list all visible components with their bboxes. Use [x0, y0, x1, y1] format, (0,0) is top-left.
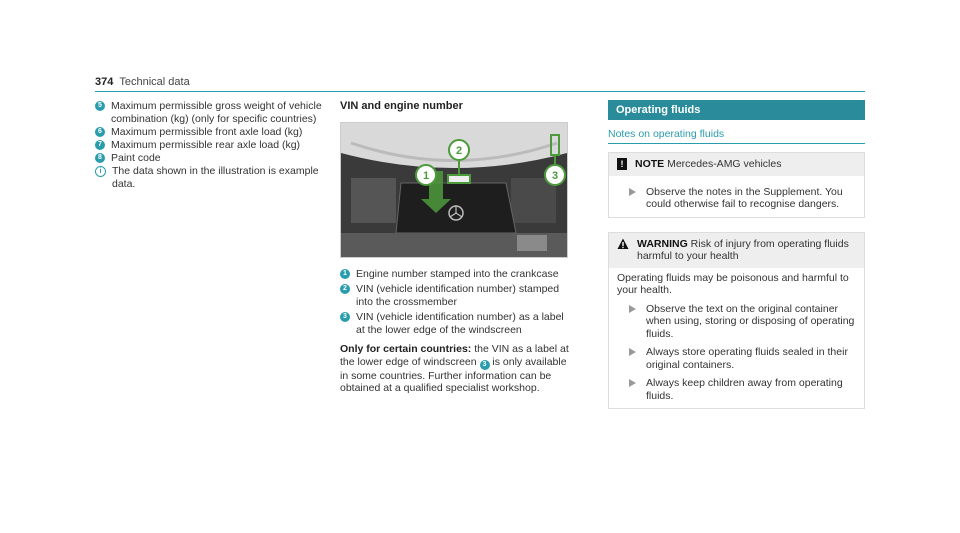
paragraph-lead: Only for certain countries: — [340, 343, 472, 355]
bullet-item — [617, 377, 856, 402]
note-box-body — [609, 176, 864, 217]
legend-text: Maximum permissible rear axle load (kg) — [111, 139, 301, 151]
section-banner: Operating fluids — [608, 100, 865, 120]
paragraph-text-2: is only available in some countries. Further information can be obtained at a qualified specialist workshop. — [340, 355, 567, 394]
bullet-item — [617, 303, 856, 341]
callout-number: 1 — [340, 269, 350, 279]
header-rule — [95, 91, 865, 92]
countries-paragraph — [340, 343, 575, 395]
legend-text: Paint code — [111, 152, 161, 164]
section-subtitle: Notes on operating fluids — [608, 128, 865, 144]
figure-callout-3: 3 — [551, 170, 559, 182]
callout-number: 7 — [95, 140, 105, 150]
note-box-header — [609, 153, 864, 176]
callout-number: 3 — [340, 312, 350, 322]
figure-callout-2: 2 — [455, 145, 463, 157]
page-number: 374 — [95, 76, 114, 88]
note-keyword: NOTE — [635, 158, 665, 170]
page-header — [95, 76, 190, 88]
engine-bay-drawing — [341, 123, 567, 257]
engine-bay-illustration — [340, 122, 568, 258]
info-note-text: The data shown in the illustration is example data. — [112, 165, 319, 190]
bullet-text: Always keep children away from operating fluids. — [646, 377, 843, 402]
warning-heading: Risk of injury from operating fluids harmful to your health — [637, 237, 849, 262]
legend-item — [95, 152, 325, 165]
bullet-text: Always store operating fluids sealed in their original containers. — [646, 346, 848, 371]
section-title: VIN and engine number — [340, 100, 463, 112]
legend-item — [95, 139, 325, 152]
callout-number: 5 — [95, 101, 105, 111]
info-note — [95, 165, 325, 190]
callout-number: 2 — [340, 284, 350, 294]
legend-text: Maximum permissible front axle load (kg) — [111, 126, 303, 138]
callout-number: 6 — [95, 127, 105, 137]
figure-legend-item — [340, 283, 575, 309]
legend-text: Maximum permissible gross weight of vehicle combination (kg) (only for specific countries) — [111, 100, 322, 125]
exclamation-icon: ! — [617, 158, 627, 170]
bullet-item — [617, 346, 856, 371]
note-heading: Mercedes-AMG vehicles — [664, 158, 782, 170]
callout-number: 8 — [95, 153, 105, 163]
warning-box — [608, 232, 865, 410]
legend-item — [95, 100, 325, 126]
legend-text: VIN (vehicle identification number) as a label at the lower edge of the windscreen — [356, 311, 564, 336]
column-middle — [340, 100, 575, 395]
warning-box-header — [609, 233, 864, 268]
bullet-text: Observe the text on the original container when using, storing or disposing of operating fluids. — [646, 302, 855, 340]
warning-keyword: WARNING — [637, 237, 688, 250]
page-title: Technical data — [119, 76, 190, 88]
note-box — [608, 152, 865, 218]
paragraph-text-1: the VIN as a label at the lower edge of windscreen — [340, 343, 569, 368]
figure-legend-item — [340, 311, 575, 337]
legend-item — [95, 126, 325, 139]
bullet-text: Observe the notes in the Supplement. You could otherwise fail to recognise dangers. — [646, 185, 843, 210]
figure-callout-1: 1 — [422, 170, 430, 182]
column-left — [95, 100, 325, 190]
warning-body-text: Operating fluids may be poisonous and harmful to your health. — [617, 271, 849, 296]
info-icon: i — [95, 166, 106, 177]
arrow-bullet-icon — [629, 305, 636, 313]
legend-text: VIN (vehicle identification number) stamped into the crossmember — [356, 283, 560, 308]
arrow-bullet-icon — [629, 379, 636, 387]
legend-text: Engine number stamped into the crankcase — [356, 268, 559, 280]
warning-box-body — [609, 268, 864, 409]
inline-callout: 3 — [480, 360, 490, 370]
column-right — [608, 100, 865, 409]
bullet-item — [617, 186, 856, 211]
warning-triangle-icon — [617, 238, 629, 250]
arrow-bullet-icon — [629, 188, 636, 196]
arrow-bullet-icon — [629, 348, 636, 356]
figure-legend-item — [340, 268, 575, 281]
